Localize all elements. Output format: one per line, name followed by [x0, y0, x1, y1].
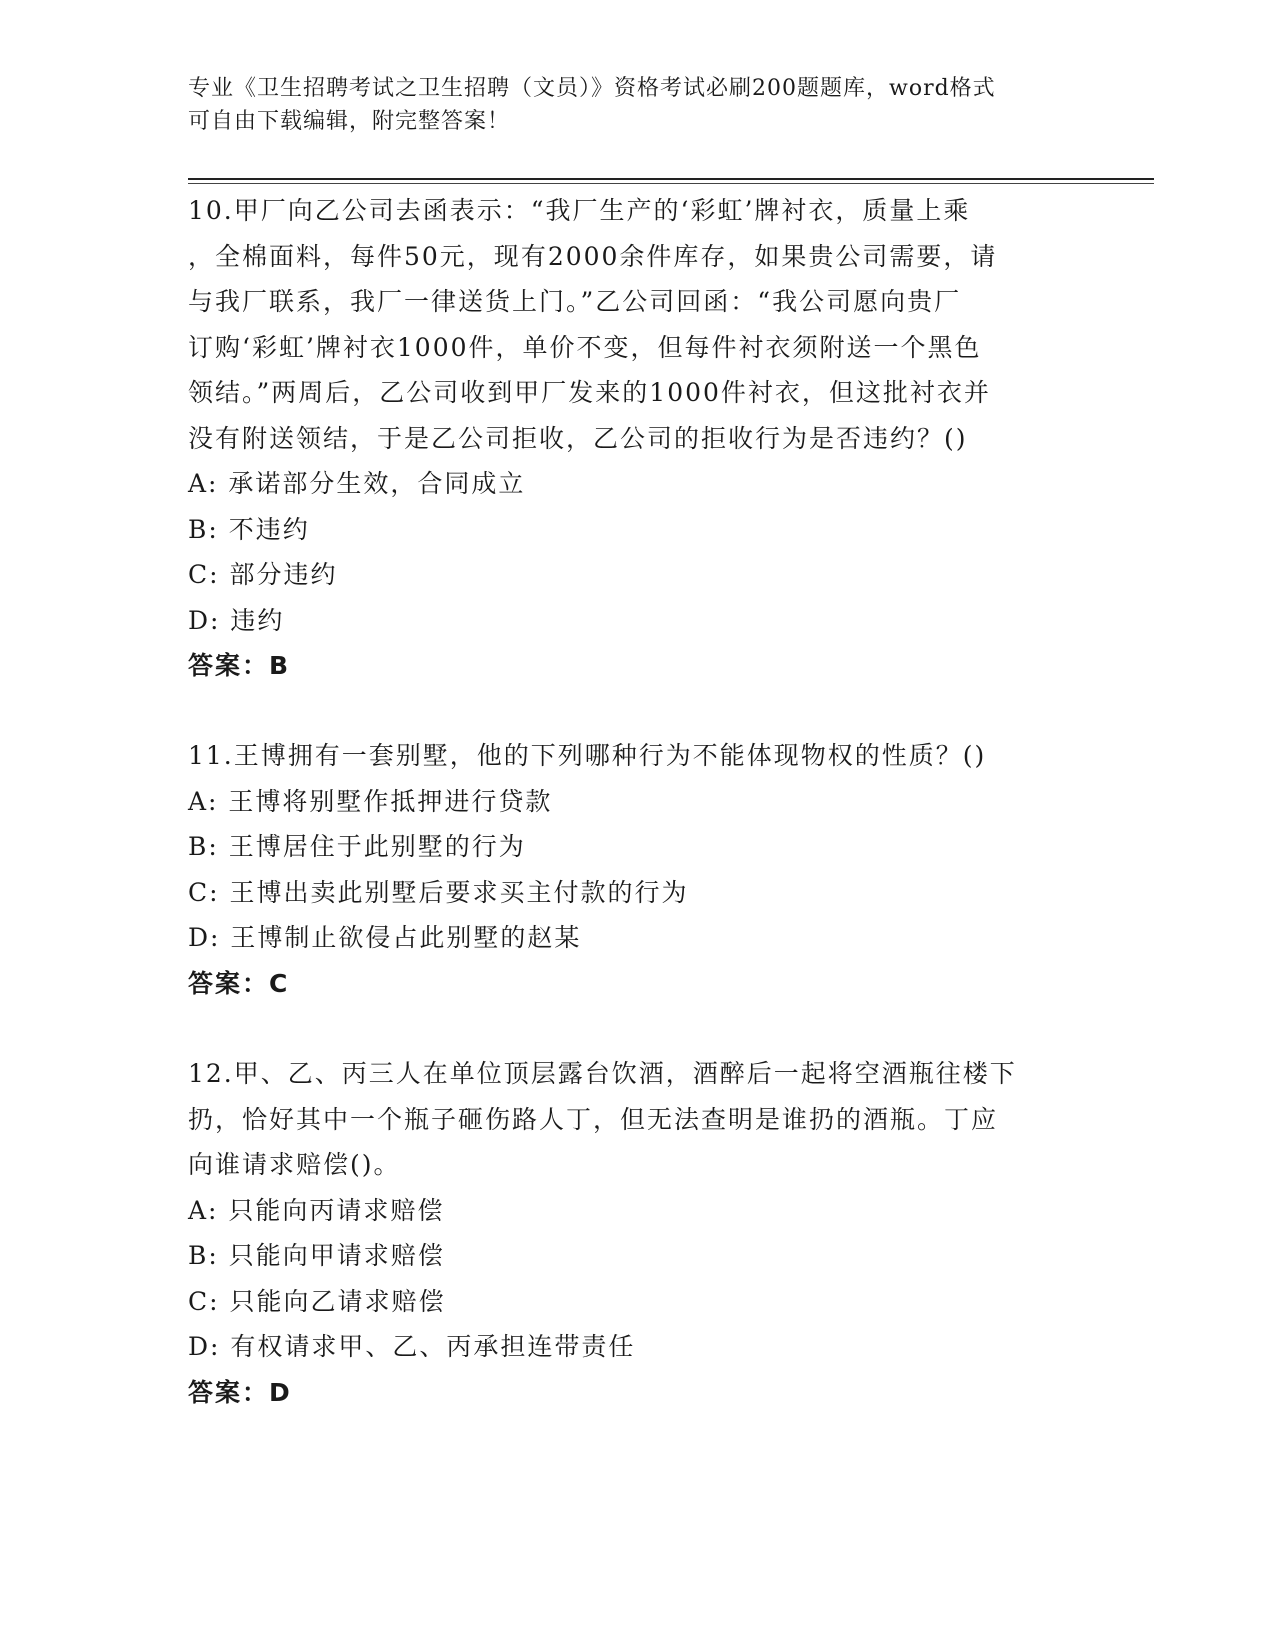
option-b: B: 王博居住于此别墅的行为 [188, 832, 526, 861]
question-11 [188, 733, 1068, 1006]
option-d: D: 王博制止欲侵占此别墅的赵某 [188, 923, 582, 952]
stem-line: 向谁请求赔偿()。 [188, 1150, 401, 1179]
stem-line: 领结。”两周后，乙公司收到甲厂发来的1000件衬衣，但这批衬衣并 [188, 378, 991, 407]
stem-line: 扔，恰好其中一个瓶子砸伤路人丁，但无法查明是谁扔的酒瓶。丁应 [188, 1104, 999, 1134]
option-a: A: 王博将别墅作抵押进行贷款 [188, 786, 553, 816]
question-stem [188, 188, 1068, 461]
stem-line: 订购‘彩虹’牌衬衣1000件，单价不变，但每件衬衣须附送一个黑色 [188, 332, 982, 362]
header-rule-thin [188, 183, 1154, 184]
stem-line: 12.甲、乙、丙三人在单位顶层露台饮酒，酒醉后一起将空酒瓶往楼下 [188, 1059, 1017, 1088]
stem-line: ，全棉面料，每件50元，现有2000余件库存，如果贵公司需要，请 [188, 241, 998, 271]
option-c: C: 只能向乙请求赔偿 [188, 1286, 446, 1316]
question-stem [188, 733, 1068, 779]
option-a: A: 承诺部分生效，合同成立 [188, 469, 526, 498]
option-c: C: 王博出卖此别墅后要求买主付款的行为 [188, 877, 689, 907]
question-stem [188, 1051, 1068, 1188]
option-d: D: 有权请求甲、乙、丙承担连带责任 [188, 1332, 636, 1361]
question-10 [188, 188, 1068, 689]
stem-line: 10.甲厂向乙公司去函表示：“我厂生产的‘彩虹’牌衬衣，质量上乘 [188, 196, 971, 225]
stem-line: 与我厂联系，我厂一律送货上门。”乙公司回函：“我公司愿向贵厂 [188, 287, 962, 316]
answer: 答案：C [188, 968, 290, 998]
option-c: C: 部分违约 [188, 560, 338, 589]
document-header [188, 72, 1068, 138]
option-a: A: 只能向丙请求赔偿 [188, 1195, 445, 1225]
answer: 答案：B [188, 651, 291, 680]
stem-line: 11.王博拥有一套别墅，他的下列哪种行为不能体现物权的性质？() [188, 741, 987, 770]
answer: 答案：D [188, 1377, 292, 1407]
option-d: D: 违约 [188, 605, 285, 635]
option-b: B: 只能向甲请求赔偿 [188, 1241, 445, 1270]
option-b: B: 不违约 [188, 514, 310, 544]
stem-line: 没有附送领结，于是乙公司拒收，乙公司的拒收行为是否违约？() [188, 423, 968, 453]
header-line-1: 专业《卫生招聘考试之卫生招聘（文员）》资格考试必刷200题题库，word格式 [188, 76, 996, 101]
question-12 [188, 1051, 1068, 1415]
header-line-2: 可自由下载编辑，附完整答案！ [188, 109, 511, 134]
header-rule-thick [188, 178, 1154, 180]
